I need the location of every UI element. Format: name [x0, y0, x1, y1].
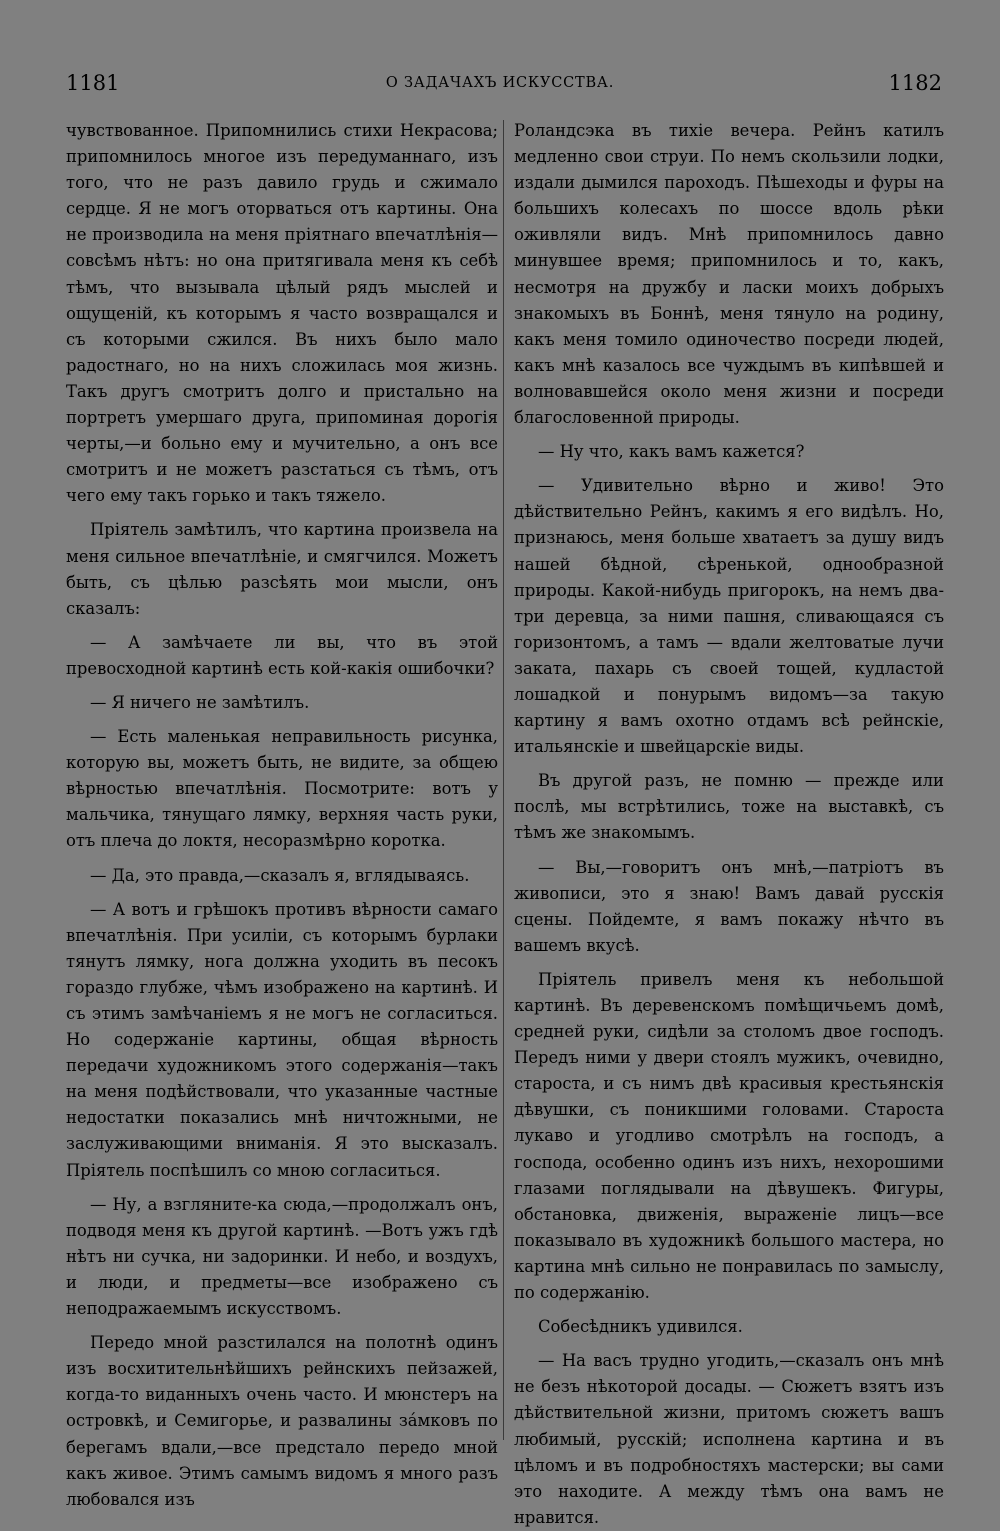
paragraph: — Ну, а взгляните-ка сюда,—продолжалъ онъ, подводя меня къ другой картинѣ. —Вотъ ужъ гдѣ нѣтъ ни сучка, ни задоринки. И небо, и воздухъ, и люди, и предметы—все изображено съ неподражаемымъ искусствомъ. — [66, 1194, 498, 1319]
paragraph: Роландсэка въ тихіе вечера. Рейнъ катилъ медленно свои струи. По немъ скользили лодки, издали дымился пароходъ. Пѣшеходы и фуры на большихъ колесахъ по шоссе вдоль рѣки оживляли видъ. Мнѣ припомнилось давно минувшее время; припомнилось и то, какъ, несмотря на дружбу и ласки моихъ добрыхъ знакомыхъ въ Боннѣ, меня тянуло на родину, какъ меня томило одиночество посреди людей, какъ мнѣ казалось все чуждымъ въ кипѣвшей и волновавшейся около меня жизни и посреди благословенной природы. — [514, 121, 944, 428]
paragraph: Собесѣдникъ удивился. — [538, 1317, 743, 1337]
paragraph: Въ другой разъ, не помню — прежде или послѣ, мы встрѣтились, тоже на выставкѣ, съ тѣмъ же знакомымъ. — [514, 771, 944, 843]
paragraph: Пріятель привелъ меня къ небольшой картинѣ. Въ деревенскомъ помѣщичьемъ домѣ, средней руки, сидѣли за столомъ двое господъ. Передъ ними у двери стоялъ мужикъ, очевидно, староста, и съ нимъ двѣ красивыя крестьянскія дѣвушки, съ поникшими головами. Староста лукаво и угодливо смотрѣлъ на господъ, а господа, особенно одинъ изъ нихъ, нехорошими глазами поглядывали на дѣвушекъ. Фигуры, обстановка, движенія, выраженіе лицъ—все показывало въ художникѣ большого мастера, но картина мнѣ сильно не понравилась по замыслу, по содержанію. — [514, 969, 944, 1303]
paragraph: — Да, это правда,—сказалъ я, вглядываясь. — [90, 865, 470, 885]
paragraph: — Вы,—говоритъ онъ мнѣ,—патріотъ въ живописи, это я знаю! Вамъ давай русскія сцены. Пойдемте, я вамъ покажу нѣчто въ вашемъ вкусѣ. — [514, 857, 944, 955]
page-header — [0, 66, 1000, 106]
paragraph: Пріятель замѣтилъ, что картина произвела на меня сильное впечатлѣніе, и смягчился. Можетъ быть, съ цѣлью разсѣять мои мысли, онъ сказалъ: — [66, 520, 498, 618]
paragraph: — Я ничего не замѣтилъ. — [90, 692, 310, 712]
paragraph: — А вотъ и грѣшокъ противъ вѣрности самаго впечатлѣнія. При усиліи, съ которымъ бурлаки тянутъ лямку, нога должна уходить въ песокъ гораздо глубже, чѣмъ изображено на картинѣ. И съ этимъ замѣчаніемъ я не могъ не согласиться. Но содержаніе картины, общая вѣрность передачи художникомъ этого содержанія—такъ на меня подѣйствовали, что указанные частные недостатки показались мнѣ ничтожными, не заслуживающими вниманія. Я это высказалъ. Пріятель поспѣшилъ со мною согласиться. — [66, 899, 498, 1180]
paragraph: чувствованное. Припомнились стихи Некрасова; припомнилось многое изъ передуманнаго, изъ того, что не разъ давило грудь и сжимало сердце. Я не могъ оторваться отъ картины. Она не производила на меня пріятнаго впечатлѣнія—совсѣмъ нѣтъ: но она притягивала меня къ себѣ тѣмъ, что вызывала цѣлый рядъ мыслей и ощущеній, къ которымъ я часто возвращался и съ которыми сжился. Въ нихъ было мало радостнаго, но на нихъ сложилась моя жизнь. Такъ другъ смотритъ долго и пристально на портретъ умершаго друга, припоминая дорогія черты,—и больно ему и мучительно, а онъ все смотритъ и не можетъ разстаться съ тѣмъ, отъ чего ему такъ горько и такъ тяжело. — [66, 121, 498, 506]
paragraph: — Удивительно вѣрно и живо! Это дѣйствительно Рейнъ, какимъ я его видѣлъ. Но, признаюсь, меня больше хватаетъ за душу видъ нашей бѣдной, сѣренькой, однообразной природы. Какой-нибудь пригорокъ, на немъ два-три деревца, за ними пашня, сливающаяся съ горизонтомъ, а тамъ — вдали желтоватые лучи заката, пахарь съ своей тощей, кудластой лошадкой и понурымъ видомъ—за такую картину я вамъ охотно отдамъ всѣ рейнскіе, итальянскіе и швейцарскіе виды. — [514, 476, 944, 757]
page-number-left: 1181 — [66, 71, 120, 95]
paragraph: — А замѣчаете ли вы, что въ этой превосходной картинѣ есть кой-какія ошибочки? — [66, 632, 498, 678]
page-number-right: 1182 — [888, 71, 942, 95]
left-column — [66, 118, 498, 1513]
column-divider — [503, 120, 504, 1440]
paragraph: — На васъ трудно угодить,—сказалъ онъ мнѣ не безъ нѣкоторой досады. — Сюжетъ взятъ изъ дѣйствительной жизни, притомъ сюжетъ вашъ любимый, русскій; исполнена картина и въ цѣломъ и въ подробностяхъ мастерски; вы сами это находите. А между тѣмъ она вамъ не нравится. — [514, 1351, 944, 1527]
right-column — [514, 118, 944, 1531]
paragraph: — Ну что, какъ вамъ кажется? — [538, 442, 805, 462]
paragraph: Передо мной разстилался на полотнѣ одинъ изъ восхитительнѣйшихъ рейнскихъ пейзажей, когда-то виданныхъ очень часто. И мюнстеръ на островкѣ, и Семигорье, и развалины зáмковъ по берегамъ вдали,—все предстало передо мной какъ живое. Этимъ самымъ видомъ я много разъ любовался изъ — [66, 1333, 498, 1509]
paragraph: — Есть маленькая неправильность рисунка, которую вы, можетъ быть, не видите, за общею вѣрностью впечатлѣнія. Посмотрите: вотъ у мальчика, тянущаго лямку, верхняя часть руки, отъ плеча до локтя, несоразмѣрно коротка. — [66, 727, 498, 851]
running-title: О ЗАДАЧАХЪ ИСКУССТВА. — [385, 75, 615, 91]
